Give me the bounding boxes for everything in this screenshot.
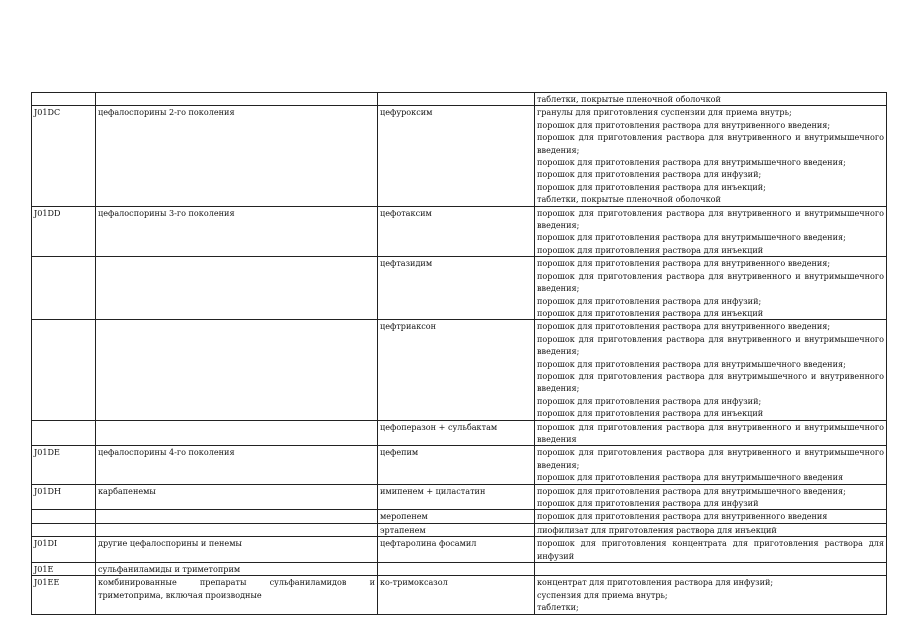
group-cell — [96, 420, 378, 446]
inn-cell: цефтаролина фосамил — [378, 537, 535, 563]
dosage-form-cell — [535, 484, 887, 510]
group-cell: другие цефалоспорины и пенемы — [96, 537, 378, 563]
dosage-form-line: порошок для приготовления раствора для внутривенного введения; — [537, 321, 831, 332]
dosage-form-line: порошок для приготовления раствора для внутривенного введения — [537, 511, 828, 522]
group-cell: цефалоспорины 3-го поколения — [96, 206, 378, 257]
inn-cell — [378, 563, 535, 576]
dosage-form-line: порошок для приготовления раствора для внутривенного и внутримышечного введения — [537, 421, 884, 444]
dosage-form-cell — [535, 420, 887, 446]
dosage-form-line: лиофилизат для приготовления раствора для инъекций — [537, 524, 777, 535]
dosage-form-line: порошок для приготовления раствора для внутривенного и внутримышечного введения; — [537, 447, 884, 470]
dosage-form-line: порошок для приготовления раствора для внутривенного и внутримышечного введения; — [537, 270, 884, 294]
atc-code-cell: J01E — [32, 563, 96, 576]
group-cell — [96, 523, 378, 536]
table-row — [32, 446, 887, 484]
atc-code-cell: J01DI — [32, 537, 96, 563]
dosage-form-line: порошок для приготовления раствора для внутривенного и внутримышечного введения; — [537, 207, 884, 231]
inn-cell: цефтазидим — [378, 257, 535, 320]
dosage-form-line: порошок для приготовления раствора для инъекций — [537, 307, 764, 318]
dosage-form-line: порошок для приготовления раствора для внутримышечного введения; — [537, 157, 846, 168]
dosage-form-line: порошок для приготовления раствора для инъекций — [537, 244, 764, 255]
inn-cell — [378, 93, 535, 106]
atc-code-cell: J01DD — [32, 206, 96, 257]
inn-cell: меропенем — [378, 510, 535, 523]
atc-code-cell: J01DE — [32, 446, 96, 484]
dosage-form-line: порошок для приготовления раствора для внутримышечного введения; — [537, 485, 846, 496]
inn-cell: цефепим — [378, 446, 535, 484]
group-cell — [96, 257, 378, 320]
table-row — [32, 510, 887, 523]
group-cell: цефалоспорины 4-го поколения — [96, 446, 378, 484]
table-row — [32, 93, 887, 106]
table-row — [32, 563, 887, 576]
table-row — [32, 257, 887, 320]
dosage-form-cell — [535, 106, 887, 206]
atc-code-cell — [32, 523, 96, 536]
table-row — [32, 484, 887, 510]
dosage-form-line: порошок для приготовления раствора для инфузий; — [537, 395, 762, 406]
atc-code-cell: J01DC — [32, 106, 96, 206]
atc-code-cell — [32, 257, 96, 320]
dosage-form-line: порошок для приготовления раствора для внутримышечного введения — [537, 472, 844, 483]
dosage-form-line: порошок для приготовления раствора для внутривенного введения; — [537, 258, 831, 269]
dosage-form-line: порошок для приготовления раствора для инфузий; — [537, 169, 762, 180]
dosage-form-cell — [535, 446, 887, 484]
dosage-form-cell — [535, 523, 887, 536]
group-cell: сульфаниламиды и триметоприм — [96, 563, 378, 576]
dosage-form-line: порошок для приготовления раствора для инъекций — [537, 408, 764, 419]
atc-code-cell — [32, 420, 96, 446]
dosage-form-line: таблетки, покрытые пленочной оболочкой — [537, 94, 721, 104]
dosage-form-line: порошок для приготовления раствора для внутривенного введения; — [537, 119, 831, 130]
inn-cell: цефуроксим — [378, 106, 535, 206]
atc-code-cell — [32, 510, 96, 523]
table-row — [32, 106, 887, 206]
dosage-form-line: таблетки; — [537, 602, 579, 613]
atc-code-cell: J01EE — [32, 576, 96, 614]
dosage-form-line: порошок для приготовления раствора для инъекций; — [537, 181, 766, 192]
dosage-form-line: порошок для приготовления раствора для внутримышечного и внутривенного введения; — [537, 370, 884, 394]
dosage-form-cell — [535, 537, 887, 563]
inn-cell: эртапенем — [378, 523, 535, 536]
inn-cell: ко-тримоксазол — [378, 576, 535, 614]
group-cell — [96, 510, 378, 523]
dosage-form-line: порошок для приготовления раствора для внутривенного и внутримышечного введения; — [537, 333, 884, 357]
dosage-form-line: концентрат для приготовления раствора для инфузий; — [537, 577, 774, 588]
dosage-form-cell — [535, 206, 887, 257]
dosage-form-line: таблетки, покрытые пленочной оболочкой — [537, 194, 721, 205]
dosage-form-line: порошок для приготовления раствора для инфузий; — [537, 295, 762, 306]
dosage-form-line: суспензия для приема внутрь; — [537, 589, 668, 600]
table-row — [32, 576, 887, 614]
group-cell — [96, 93, 378, 106]
dosage-form-cell — [535, 257, 887, 320]
group-cell: карбапенемы — [96, 484, 378, 510]
table-row — [32, 320, 887, 420]
drug-table — [31, 92, 887, 615]
dosage-form-line: порошок для приготовления концентрата для приготовления раствора для инфузий — [537, 538, 884, 561]
dosage-form-cell — [535, 563, 887, 576]
group-cell: комбинированные препараты сульфаниламидов и триметоприма, включая производные — [96, 576, 378, 614]
dosage-form-cell — [535, 320, 887, 420]
inn-cell: имипенем + циластатин — [378, 484, 535, 510]
atc-code-cell: J01DH — [32, 484, 96, 510]
dosage-form-line: порошок для приготовления раствора для внутримышечного введения; — [537, 232, 846, 243]
dosage-form-cell — [535, 510, 887, 523]
dosage-form-line: порошок для приготовления раствора для внутривенного и внутримышечного введения; — [537, 132, 884, 155]
dosage-form-cell — [535, 576, 887, 614]
group-cell: цефалоспорины 2-го поколения — [96, 106, 378, 206]
inn-cell: цефоперазон + сульбактам — [378, 420, 535, 446]
dosage-form-line: порошок для приготовления раствора для внутримышечного введения; — [537, 358, 846, 369]
atc-code-cell — [32, 320, 96, 420]
inn-cell: цефотаксим — [378, 206, 535, 257]
atc-code-cell — [32, 93, 96, 106]
dosage-form-line: гранулы для приготовления суспензии для приема внутрь; — [537, 107, 792, 118]
table-row — [32, 420, 887, 446]
table-row — [32, 537, 887, 563]
table-row — [32, 523, 887, 536]
dosage-form-line: порошок для приготовления раствора для инфузий — [537, 498, 759, 508]
inn-cell: цефтриаксон — [378, 320, 535, 420]
dosage-form-cell — [535, 93, 887, 106]
table-row — [32, 206, 887, 257]
group-cell — [96, 320, 378, 420]
